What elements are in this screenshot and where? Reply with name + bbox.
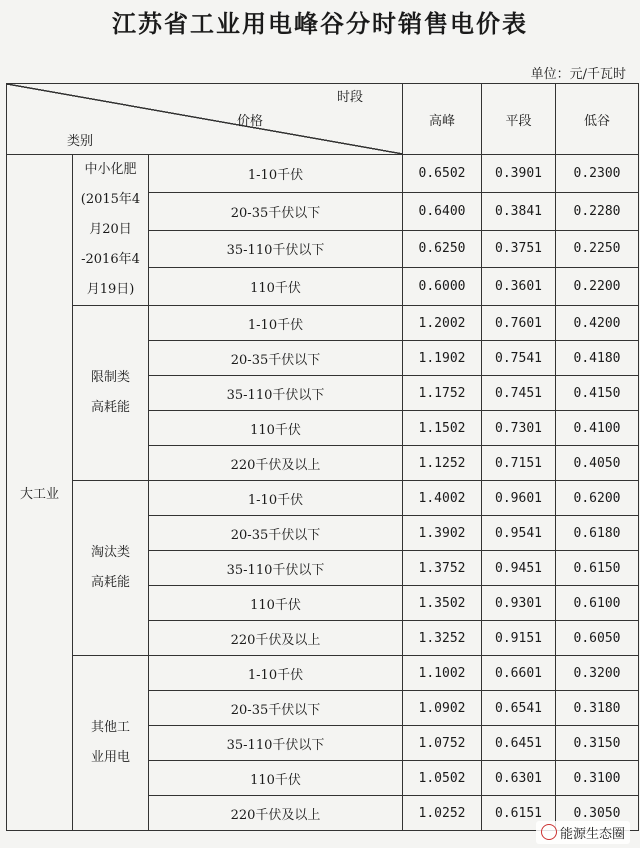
valley-price-cell: 0.6100 xyxy=(556,586,639,621)
flat-price-cell: 0.9151 xyxy=(482,621,556,656)
watermark-text: 能源生态圈 xyxy=(559,827,625,842)
voltage-cell: 35-110千伏以下 xyxy=(149,726,403,761)
peak-header: 高峰 xyxy=(403,84,482,155)
valley-price-cell: 0.2300 xyxy=(556,155,639,193)
group-name-cell xyxy=(73,306,149,481)
peak-price-cell: 1.0252 xyxy=(403,796,482,831)
flat-price-cell: 0.3901 xyxy=(482,155,556,193)
table-row xyxy=(7,656,639,691)
flat-price-cell: 0.7601 xyxy=(482,306,556,341)
peak-price-cell: 1.3752 xyxy=(403,551,482,586)
group-name-line: 业用电 xyxy=(90,750,130,765)
peak-price-cell: 1.0902 xyxy=(403,691,482,726)
voltage-cell: 220千伏及以上 xyxy=(149,446,403,481)
time-header: 时段 xyxy=(337,90,364,105)
voltage-cell: 35-110千伏以下 xyxy=(149,376,403,411)
unit-label: 单位：元/千瓦时 xyxy=(530,67,626,82)
valley-price-cell: 0.3180 xyxy=(556,691,639,726)
flat-price-cell: 0.6151 xyxy=(482,796,556,831)
peak-price-cell: 1.0502 xyxy=(403,761,482,796)
peak-price-cell: 1.1902 xyxy=(403,341,482,376)
peak-price-cell: 1.3902 xyxy=(403,516,482,551)
group-name-line: 中小化肥 xyxy=(84,162,137,177)
peak-price-cell: 1.1252 xyxy=(403,446,482,481)
peak-price-cell: 0.6000 xyxy=(403,268,482,306)
peak-price-cell: 1.4002 xyxy=(403,481,482,516)
peak-price-cell: 0.6400 xyxy=(403,192,482,230)
peak-price-cell: 0.6502 xyxy=(403,155,482,193)
voltage-cell: 20-35千伏以下 xyxy=(149,691,403,726)
voltage-cell: 35-110千伏以下 xyxy=(149,230,403,268)
peak-price-cell: 1.1752 xyxy=(403,376,482,411)
flat-price-cell: 0.9451 xyxy=(482,551,556,586)
valley-price-cell: 0.3200 xyxy=(556,656,639,691)
flat-price-cell: 0.6451 xyxy=(482,726,556,761)
flat-price-cell: 0.3751 xyxy=(482,230,556,268)
voltage-cell: 220千伏及以上 xyxy=(149,796,403,831)
peak-price-cell: 1.0752 xyxy=(403,726,482,761)
valley-price-cell: 0.4150 xyxy=(556,376,639,411)
voltage-cell: 20-35千伏以下 xyxy=(149,341,403,376)
flat-price-cell: 0.6541 xyxy=(482,691,556,726)
flat-price-cell: 0.9601 xyxy=(482,481,556,516)
flat-price-cell: 0.7151 xyxy=(482,446,556,481)
table-row xyxy=(7,155,639,193)
group-name-line: 限制类 xyxy=(90,370,130,385)
group-name-line: 月19日) xyxy=(86,282,135,297)
flat-price-cell: 0.7541 xyxy=(482,341,556,376)
valley-price-cell: 0.6150 xyxy=(556,551,639,586)
voltage-cell: 110千伏 xyxy=(149,761,403,796)
group-name-line: 淘汰类 xyxy=(90,545,130,560)
peak-price-cell: 1.3252 xyxy=(403,621,482,656)
flat-price-cell: 0.7451 xyxy=(482,376,556,411)
valley-price-cell: 0.3050 xyxy=(556,796,639,831)
flat-price-cell: 0.3841 xyxy=(482,192,556,230)
valley-price-cell: 0.2280 xyxy=(556,192,639,230)
voltage-cell: 110千伏 xyxy=(149,586,403,621)
price-table xyxy=(6,83,639,831)
flat-price-cell: 0.9301 xyxy=(482,586,556,621)
flat-price-cell: 0.9541 xyxy=(482,516,556,551)
group-name-line: 月20日 xyxy=(89,222,132,237)
peak-price-cell: 1.2002 xyxy=(403,306,482,341)
voltage-cell: 1-10千伏 xyxy=(149,306,403,341)
valley-price-cell: 0.3100 xyxy=(556,761,639,796)
valley-price-cell: 0.4180 xyxy=(556,341,639,376)
flat-price-cell: 0.6301 xyxy=(482,761,556,796)
peak-price-cell: 1.3502 xyxy=(403,586,482,621)
voltage-cell: 1-10千伏 xyxy=(149,656,403,691)
group-name-line: 高耗能 xyxy=(90,400,130,415)
voltage-cell: 1-10千伏 xyxy=(149,481,403,516)
valley-price-cell: 0.2200 xyxy=(556,268,639,306)
group-name-line: -2016年4 xyxy=(81,252,140,267)
category-header: 类别 xyxy=(67,134,94,149)
table-row xyxy=(7,481,639,516)
group-name-line: (2015年4 xyxy=(80,192,141,207)
group-name-line: 高耗能 xyxy=(90,575,130,590)
peak-price-cell: 0.6250 xyxy=(403,230,482,268)
flat-header: 平段 xyxy=(482,84,556,155)
valley-price-cell: 0.3150 xyxy=(556,726,639,761)
peak-price-cell: 1.1502 xyxy=(403,411,482,446)
valley-header: 低谷 xyxy=(556,84,639,155)
watermark-logo-icon xyxy=(541,824,557,840)
price-header: 价格 xyxy=(237,114,264,129)
flat-price-cell: 0.7301 xyxy=(482,411,556,446)
group-name-cell xyxy=(73,481,149,656)
voltage-cell: 110千伏 xyxy=(149,268,403,306)
flat-price-cell: 0.6601 xyxy=(482,656,556,691)
voltage-cell: 110千伏 xyxy=(149,411,403,446)
voltage-cell: 20-35千伏以下 xyxy=(149,192,403,230)
watermark xyxy=(536,821,630,844)
main-category-cell: 大工业 xyxy=(7,155,73,831)
voltage-cell: 1-10千伏 xyxy=(149,155,403,193)
page-title: 江苏省工业用电峰谷分时销售电价表 xyxy=(112,10,528,38)
valley-price-cell: 0.4200 xyxy=(556,306,639,341)
valley-price-cell: 0.4100 xyxy=(556,411,639,446)
diagonal-header-cell xyxy=(7,84,403,155)
peak-price-cell: 1.1002 xyxy=(403,656,482,691)
table-row xyxy=(7,306,639,341)
valley-price-cell: 0.6050 xyxy=(556,621,639,656)
valley-price-cell: 0.2250 xyxy=(556,230,639,268)
valley-price-cell: 0.4050 xyxy=(556,446,639,481)
valley-price-cell: 0.6180 xyxy=(556,516,639,551)
group-name-cell xyxy=(73,656,149,831)
voltage-cell: 220千伏及以上 xyxy=(149,621,403,656)
group-name-cell xyxy=(73,155,149,306)
flat-price-cell: 0.3601 xyxy=(482,268,556,306)
voltage-cell: 20-35千伏以下 xyxy=(149,516,403,551)
group-name-line: 其他工 xyxy=(90,720,130,735)
voltage-cell: 35-110千伏以下 xyxy=(149,551,403,586)
valley-price-cell: 0.6200 xyxy=(556,481,639,516)
